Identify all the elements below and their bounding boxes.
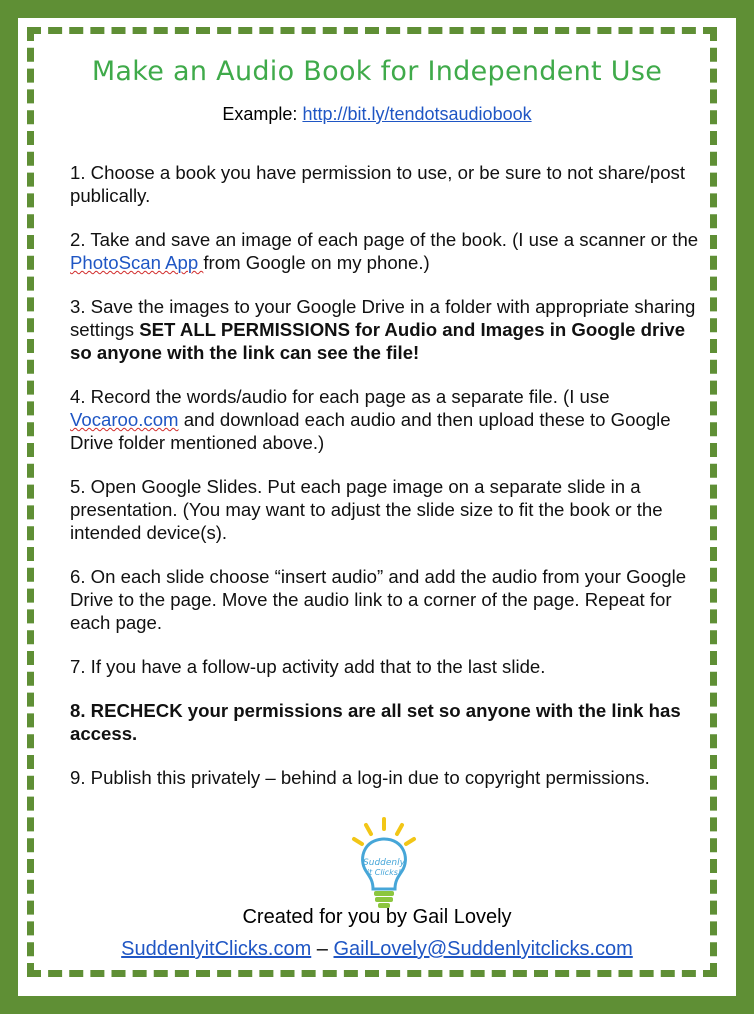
step-5: 5. Open Google Slides. Put each page image on a separate slide in a presentation. (You may want to adjust the slide size to fit the book or the intended device(s). [70, 476, 663, 543]
step-7: 7. If you have a follow-up activity add that to the last slide. [70, 656, 546, 677]
step-3-bold: SET ALL PERMISSIONS for Audio and Images in Google drive so anyone with the link can see the file! [70, 319, 686, 363]
step-2-text: 2. Take and save an image of each page of the book. (I use a scanner or the [70, 229, 699, 250]
example-label: Example: [222, 104, 303, 124]
step-4-tail: and download each audio and then upload these to Google Drive folder mentioned above.) [70, 409, 671, 453]
step-3 [70, 295, 710, 364]
photoscan-link[interactable]: PhotoScan App [70, 252, 204, 273]
credit-links [18, 938, 736, 961]
page [18, 18, 736, 996]
step-2-tail: from Google on my phone.) [203, 252, 430, 273]
logo-text-line1: Suddenly [363, 858, 405, 868]
email-link[interactable]: GailLovely@Suddenlyitclicks.com [333, 938, 633, 960]
step-4 [70, 385, 710, 454]
steps-list [70, 161, 710, 810]
step-4-text: 4. Record the words/audio for each page as a separate file. (I use [70, 386, 610, 407]
vocaroo-link[interactable]: Vocaroo.com [70, 409, 179, 430]
step-8 [70, 699, 710, 745]
step-9: 9. Publish this privately – behind a log-in due to copyright permissions. [70, 767, 650, 788]
logo-text-line2: it Clicks! [366, 868, 402, 877]
step-1: 1. Choose a book you have permission to use, or be sure to not share/post publically. [70, 162, 685, 206]
example-link[interactable]: http://bit.ly/tendotsaudiobook [302, 104, 532, 124]
example-line [18, 104, 736, 125]
step-3-text: 3. Save the images to your Google Drive in a folder with appropriate sharing settings [70, 296, 696, 340]
credit-separator: – [311, 938, 334, 960]
page-title: Make an Audio Book for Independent Use [91, 56, 663, 87]
website-link[interactable]: SuddenlyitClicks.com [121, 938, 312, 960]
lightbulb-logo-icon [344, 815, 424, 915]
step-8-bold: 8. RECHECK your permissions are all set so anyone with the link has access. [70, 700, 681, 744]
step-2 [70, 228, 710, 274]
step-6: 6. On each slide choose “insert audio” and add the audio from your Google Drive to the page. Move the audio link to a corner of the page. Repeat for each page. [70, 566, 687, 633]
credit-line: Created for you by Gail Lovely [242, 906, 512, 928]
